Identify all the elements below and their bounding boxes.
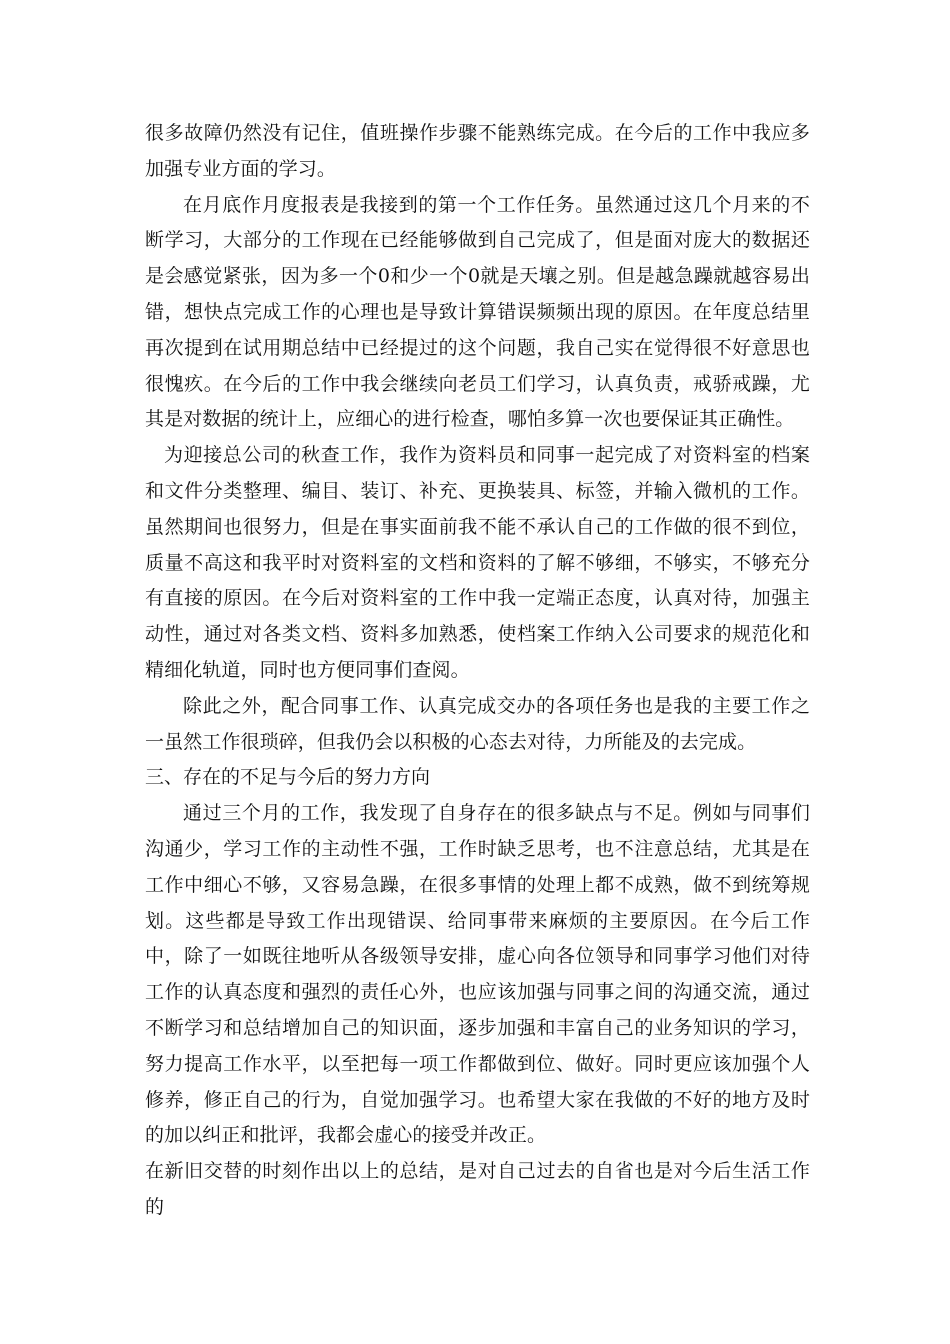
paragraph-conclusion: 在新旧交替的时刻作出以上的总结，是对自己过去的自省也是对今后生活工作的 [145, 1160, 810, 1218]
paragraph-shortcomings: 通过三个月的工作，我发现了自身存在的很多缺点与不足。例如与同事们沟通少，学习工作的主动性不强，工作时缺乏思考，也不注意总结，尤其是在工作中细心不够，又容易急躁，在很多事情的处理上都不成熟，做不到统筹规划。这些都是导致工作出现错误、给同事带来麻烦的主要原因。在今后工作中，除了一如既往地听从各级领导安排，虚心向各位领导和同事学习他们对待工作的认真态度和强烈的责任心外，也应该加强与同事之间的沟通交流，通过不断学习和总结增加自己的知识面，逐步加强和丰富自己的业务知识的学习，努力提高工作水平，以至把每一项工作都做到位、做好。同时更应该加强个人修养，修正自己的行为，自觉加强学习。也希望大家在我做的不好的地方及时的加以纠正和批评，我都会虚心的接受并改正。 [145, 802, 810, 1147]
section-heading: 三、存在的不足与今后的努力方向 [145, 766, 431, 789]
paragraph-other-tasks: 除此之外，配合同事工作、认真完成交办的各项任务也是我的主要工作之一虽然工作很琐碎，但我仍会以积极的心态去对待，力所能及的去完成。 [145, 694, 810, 753]
paragraph-monthly-report: 在月底作月度报表是我接到的第一个工作任务。虽然通过这几个月来的不断学习，大部分的工作现在已经能够做到自己完成了，但是面对庞大的数据还是会感觉紧张，因为多一个0和少一个0就是天壤之别。但是越急躁就越容易出错，想快点完成工作的心理也是导致计算错误频频出现的原因。在年度总结里再次提到在试用期总结中已经提过的这个问题，我自己实在觉得很不好意思也很愧疚。在今后的工作中我会继续向老员工们学习，认真负责，戒骄戒躁，尤其是对数据的统计上，应细心的进行检查，哪怕多算一次也要保证其正确性。 [145, 193, 810, 431]
paragraph-archive-work: 为迎接总公司的秋查工作，我作为资料员和同事一起完成了对资料室的档案和文件分类整理、编目、装订、补充、更换装具、标签，并输入微机的工作。虽然期间也很努力，但是在事实面前我不能不承认自己的工作做的很不到位，质量不高这和我平时对资料室的文档和资料的了解不够细，不够实，不够充分有直接的原因。在今后对资料室的工作中我一定端正态度，认真对待，加强主动性，通过对各类文档、资料多加熟悉，使档案工作纳入公司要求的规范化和精细化轨道，同时也方便同事们查阅。 [145, 444, 810, 681]
paragraph-fault-memory: 很多故障仍然没有记住，值班操作步骤不能熟练完成。在今后的工作中我应多加强专业方面的学习。 [145, 122, 810, 180]
document-body [145, 116, 810, 1226]
